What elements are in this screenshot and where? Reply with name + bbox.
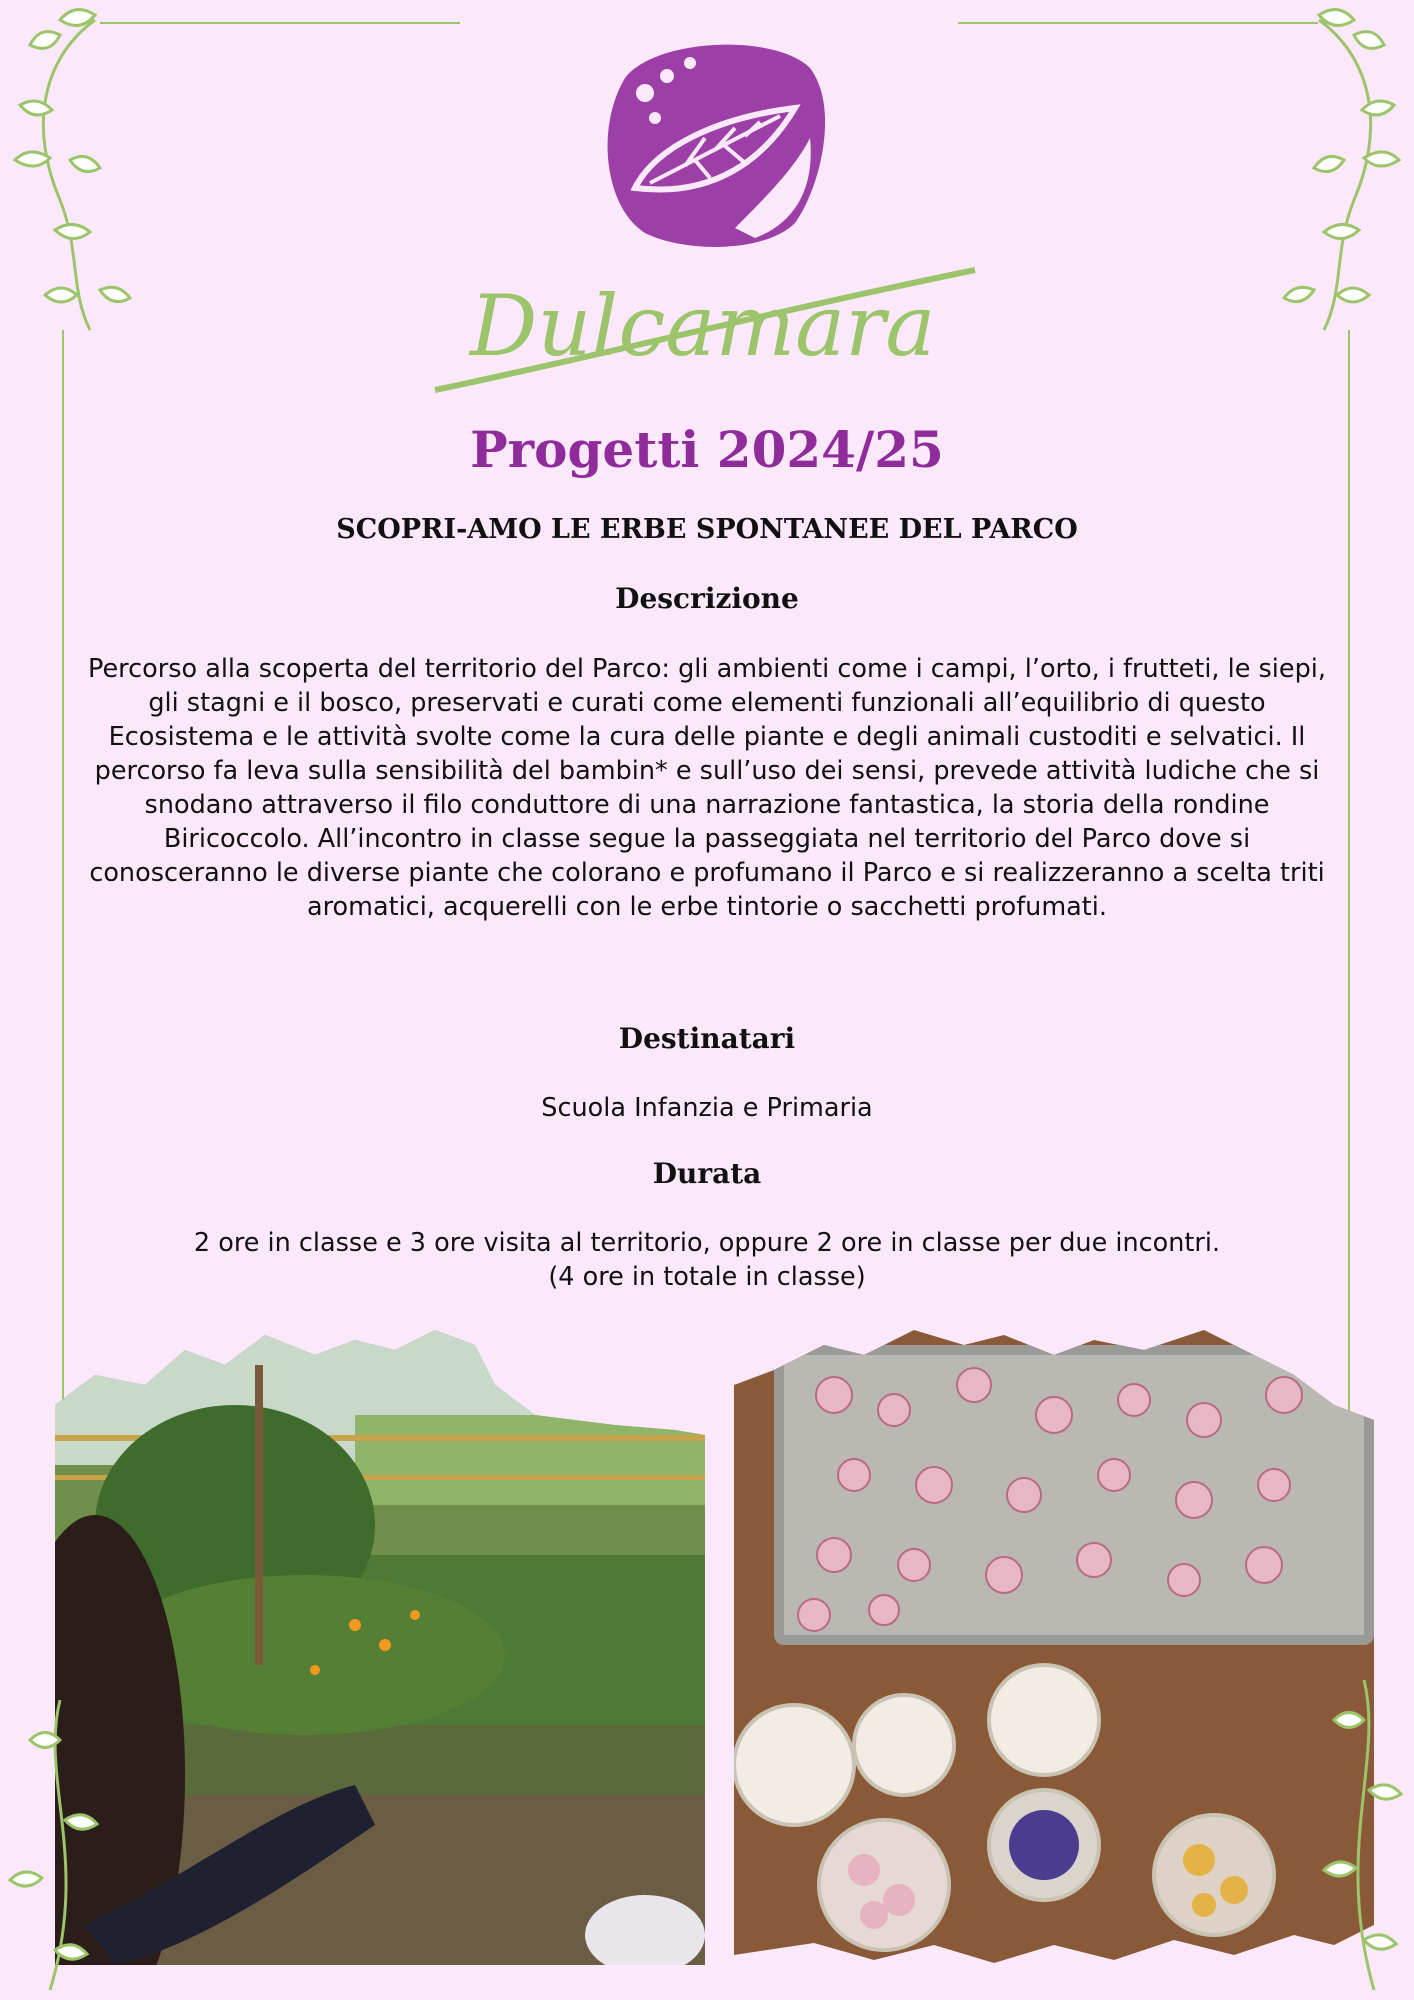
brand-name: Dulcamara [470,277,936,375]
vine-corner-icon [1274,0,1414,340]
duration-line-2: (4 ore in totale in classe) [548,1262,866,1292]
description-text: Percorso alla scoperta del territorio del Parco: gli ambienti come i campi, l’orto, i frutteti, le siepi, gli stagni e il bosco, preservati e curati come elementi funzionali all’equilibrio di questo Ecosistema e le attività svolte come la cura delle piante e degli animali custoditi e selvatici. Il percorso fa leva sulla sensibilità del bambin* e sull’uso dei sensi, prevede attività ludiche che si snodano attraverso il filo conduttore di una narrazione fantastica, la storia della rondine Biricoccolo. All’incontro in classe segue la passeggiata nel territorio del Parco dove si conosceranno le diverse piante che colorano e profumano il Parco e si realizzeranno a scelta triti aromatici, acquerelli con le erbe tintorie o sacchetti profumati. [88,654,1326,922]
duration-line-1: 2 ore in classe e 3 ore visita al territorio, oppure 2 ore in classe per due incontri. [193,1228,1221,1258]
description-heading: Descrizione [615,582,799,615]
duration-heading: Durata [652,1157,762,1190]
project-name: SCOPRI-AMO LE ERBE SPONTANEE DEL PARCO [336,514,1078,545]
recipients-heading: Destinatari [618,1022,796,1055]
duration-text [80,1226,1334,1294]
recipients-text: Scuola Infanzia e Primaria [541,1093,873,1123]
vine-corner-icon [0,1700,120,2000]
brand-logo [430,250,990,400]
vine-corner-icon [1294,1680,1414,2000]
top-left-line [100,22,460,26]
dried-flowers-photo [734,1325,1374,1965]
page-title: Progetti 2024/25 [470,420,944,479]
leaf-logo-icon [595,38,835,253]
garden-photo [55,1325,705,1965]
vine-corner-icon [0,0,140,340]
top-right-line [958,22,1318,26]
